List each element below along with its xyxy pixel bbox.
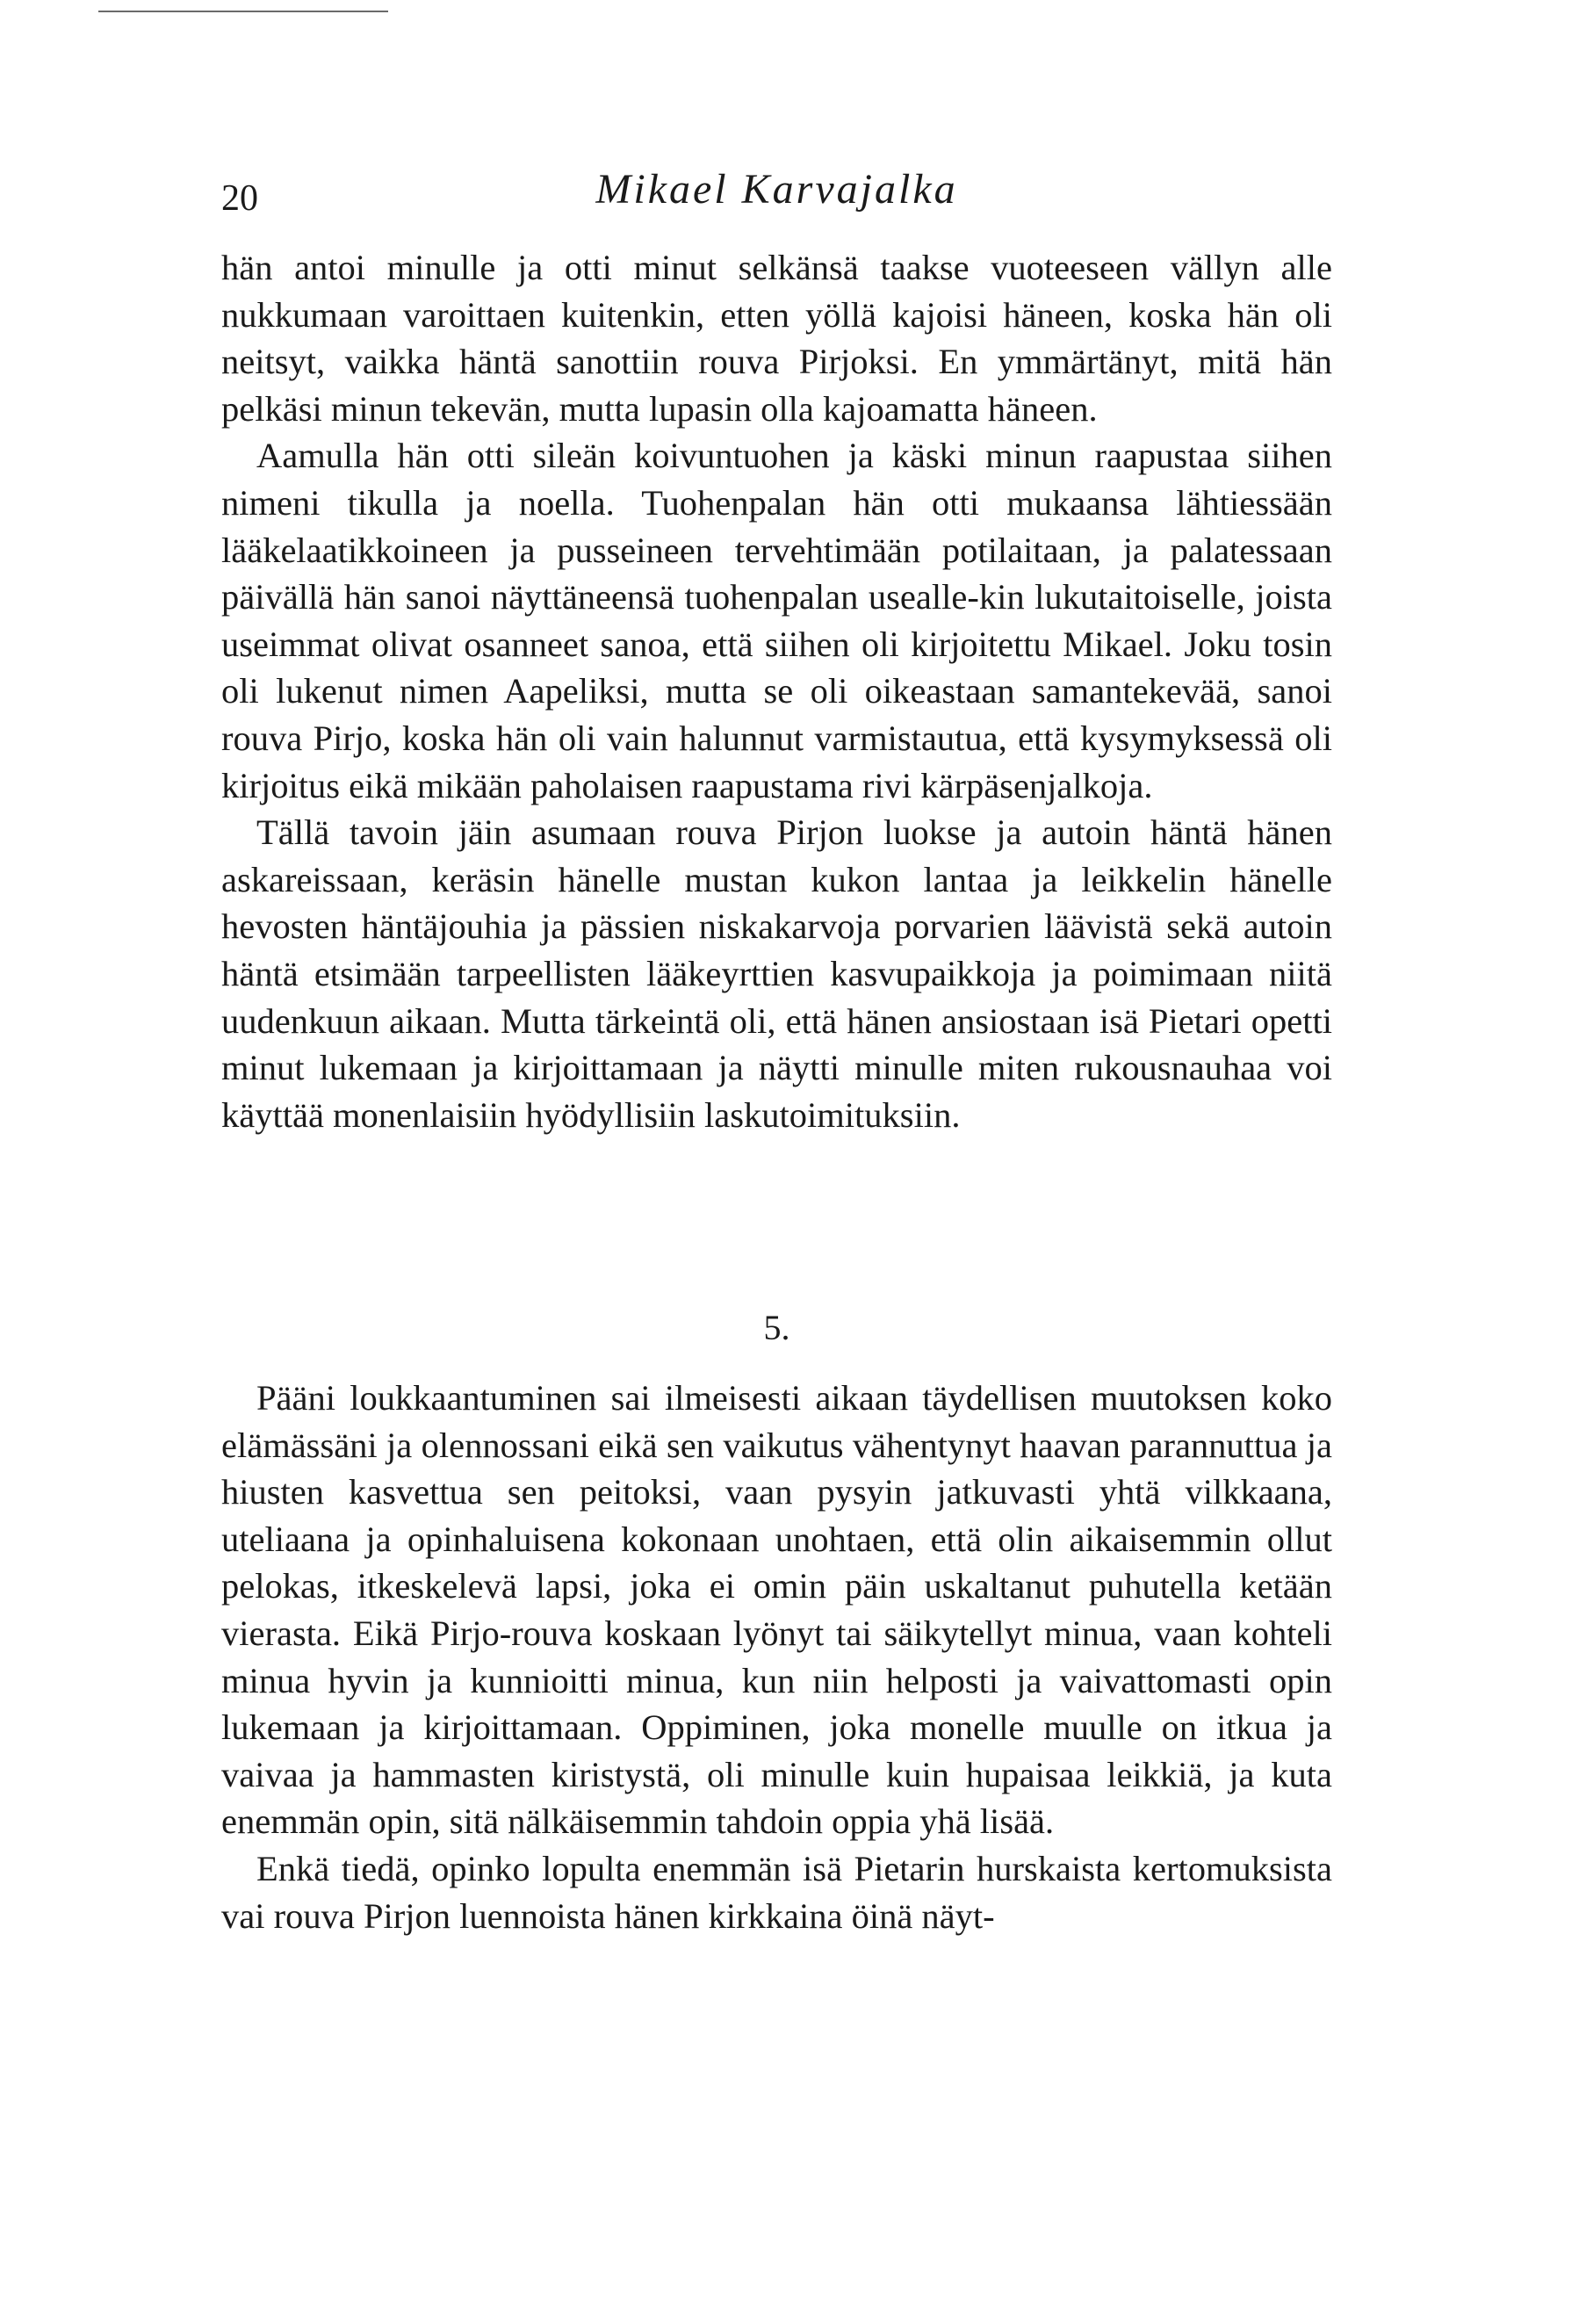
scan-edge-rule (98, 11, 388, 12)
paragraph: Pääni loukkaantuminen sai ilmeisesti aikaan täydellisen muutoksen koko elämässäni ja olennossani eikä sen vaikutus vähentynyt haavan parannuttua ja hiusten kasvettua sen peitoksi, vaan pysyin jatkuvasti yhtä vilkkaana, uteliaana ja opinhaluisena kokonaan unohtaen, että olin aikaisemmin ollut pelokas, itkeskelevä lapsi, joka ei omin päin uskaltanut puhutella ketään vierasta. Eikä Pirjo-rouva koskaan lyönyt tai säikytellyt minua, vaan kohteli minua hyvin ja kunnioitti minua, kun niin helposti ja vaivattomasti opin lukemaan ja kirjoittamaan. Oppiminen, joka monelle muulle on itkua ja vaivaa ja hammasten kiristystä, oli minulle kuin hupaisaa leikkiä, ja kuta enemmän opin, sitä nälkäisemmin tahdoin oppia yhä lisää. (221, 1378, 1332, 1842)
page-number: 20 (221, 178, 258, 219)
body-text-after-section (221, 1375, 1332, 1939)
section-number: 5. (763, 1308, 790, 1347)
page-header (221, 165, 1332, 218)
paragraph: Tällä tavoin jäin asumaan rouva Pirjon luokse ja autoin häntä hänen askareissaan, keräsin hänelle mustan kukon lantaa ja leikkelin hänelle hevosten häntäjouhia ja pässien niskakarvoja porvarien läävistä sekä autoin häntä etsimään tarpeellisten lääkeyrttien kasvupaikkoja ja poimimaan niitä uudenkuun aikaan. Mutta tärkeintä oli, että hänen ansiostaan isä Pietari opetti minut lukemaan ja kirjoittamaan ja näytti minulle miten rukousnauhaa voi käyttää monenlaisiin hyödyllisiin laskutoimituksiin. (221, 812, 1332, 1135)
paragraph: Aamulla hän otti sileän koivuntuohen ja käski minun raapustaa siihen nimeni tikulla ja noella. Tuohenpalan hän otti mukaansa lähtiessään lääkelaatikkoineen ja pusseineen tervehtimään potilaitaan, ja palatessaan päivällä hän sanoi näyttäneensä tuohenpalan usealle-kin lukutaitoiselle, joista useimmat olivat osanneet sanoa, että siihen oli kirjoitettu Mikael. Joku tosin oli lukenut nimen Aapeliksi, mutta se oli oikeastaan samantekevää, sanoi rouva Pirjo, koska hän oli vain halunnut varmistautua, että kysymyksessä oli kirjoitus eikä mikään paholaisen raapustama rivi kärpäsenjalkoja. (221, 436, 1332, 805)
paragraph: Enkä tiedä, opinko lopulta enemmän isä Pietarin hurskaista kertomuksista vai rouva Pirjon luennoista hänen kirkkaina öinä näyt- (221, 1848, 1332, 1936)
body-text-before-section (221, 244, 1332, 1138)
paragraph: hän antoi minulle ja otti minut selkänsä taakse vuoteeseen vällyn alle nukkumaan varoittaen kuitenkin, etten yöllä kajoisi häneen, koska hän oli neitsyt, vaikka häntä sanottiin rouva Pirjoksi. En ymmärtänyt, mitä hän pelkäsi minun tekevän, mutta lupasin olla kajoamatta häneen. (221, 248, 1332, 429)
running-title: Mikael Karvajalka (595, 166, 958, 213)
